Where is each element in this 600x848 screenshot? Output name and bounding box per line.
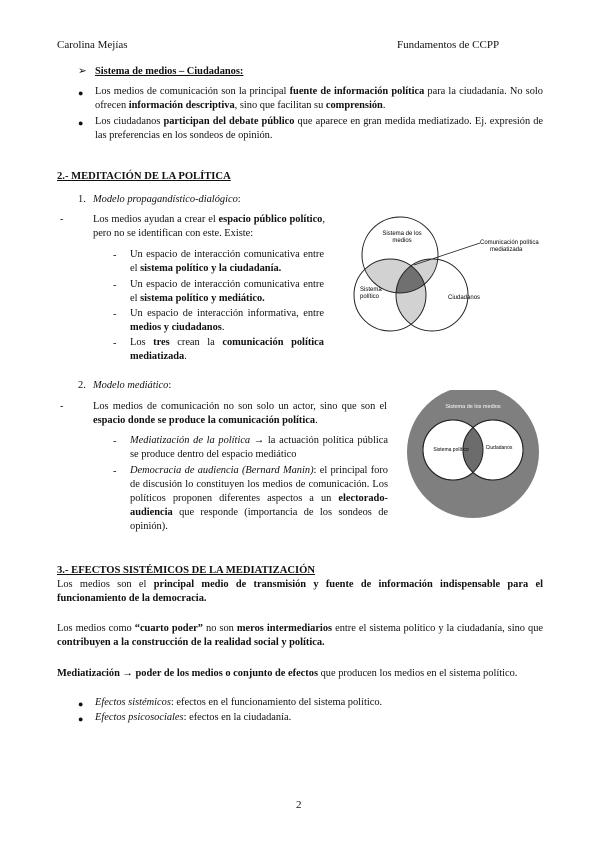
venn1-label-polsys: Sistema político bbox=[360, 287, 382, 300]
dash-bullet: - bbox=[60, 214, 64, 225]
dash-bullet: - bbox=[113, 309, 117, 320]
s1-bullet-2: Los ciudadanos participan del debate público que aparece en gran medida mediatizado. Ej. expresión de las preferencias en los sondeos de opinión. bbox=[95, 116, 544, 141]
model1-item: Un espacio de interacción comunicativa entre el sistema político y la ciudadanía. bbox=[130, 249, 324, 274]
effect-item: Efectos sistémicos: efectos en el funcionamiento del sistema político. bbox=[95, 697, 383, 708]
venn-diagram-model2 bbox=[403, 390, 543, 522]
model1-item: Los tres crean la comunicación política mediatizada. bbox=[130, 337, 324, 362]
s3-heading: 3.- EFECTOS SISTÉMICOS DE LA MEDIATIZACIÓN bbox=[57, 565, 316, 576]
dash-bullet: - bbox=[113, 466, 117, 477]
model1-item: Un espacio de interacción comunicativa entre el sistema político y mediático. bbox=[130, 279, 324, 304]
model2-item: Mediatización de la política → la actuación política pública se produce dentro del espacio mediático bbox=[130, 435, 389, 460]
model1-item: Un espacio de interacción informativa, entre medios y ciudadanos. bbox=[130, 308, 324, 333]
venn-diagram-model1 bbox=[340, 213, 548, 335]
model1-intro: Los medios ayudan a crear el espacio público político, pero no se identifican con este. Existe: bbox=[93, 214, 325, 239]
bullet-icon: ● bbox=[78, 699, 84, 709]
dash-bullet: - bbox=[113, 280, 117, 291]
bullet-icon: ● bbox=[78, 714, 84, 724]
s1-bullet-1: Los medios de comunicación son la principal fuente de información política para la ciudadanía. No solo ofrecen información descriptiva, sino que facilitan su comprensión. bbox=[95, 86, 543, 111]
model2-intro: Los medios de comunicación no son solo un actor, sino que son el espacio donde se produce la comunicación política. bbox=[93, 401, 387, 426]
arrow-bullet-icon: ➢ bbox=[78, 66, 87, 77]
venn1-label-citizens: Ciudadanos bbox=[448, 295, 481, 301]
s1-heading: Sistema de medios – Ciudadanos: bbox=[95, 66, 244, 77]
venn2-label-polsys: Sistema político bbox=[433, 447, 469, 453]
bullet-icon: ● bbox=[78, 118, 84, 128]
effect-item: Efectos psicosociales: efectos en la ciudadanía. bbox=[95, 712, 292, 723]
model1-title: Modelo propagandístico-dialógico: bbox=[93, 194, 241, 205]
venn2-label-citizens: Ciudadanos bbox=[485, 445, 513, 451]
venn1-label-comm: Comunicación política mediatizada bbox=[480, 240, 539, 253]
s3-paragraph-2: Los medios como “cuarto poder” no son meros intermediarios entre el sistema político y la ciudadanía, sino que contribuyen a la construcción de la realidad social y política. bbox=[57, 623, 544, 648]
dash-bullet: - bbox=[113, 436, 117, 447]
dash-bullet: - bbox=[113, 250, 117, 261]
header-author: Carolina Mejías bbox=[57, 39, 128, 51]
dash-bullet: - bbox=[113, 338, 117, 349]
header-subject: Fundamentos de CCPP bbox=[397, 39, 500, 51]
s3-paragraph-3: Mediatización → poder de los medios o conjunto de efectos que producen los medios en el sistema político. bbox=[57, 668, 518, 679]
s2-heading: 2.- MEDITACIÓN DE LA POLÍTICA bbox=[57, 171, 231, 182]
dash-bullet: - bbox=[60, 401, 64, 412]
model2-number: 2. bbox=[78, 380, 86, 391]
page-number: 2 bbox=[296, 799, 302, 811]
model2-title: Modelo mediático: bbox=[93, 380, 172, 391]
model2-item: Democracia de audiencia (Bernard Manin): el principal foro de discusión lo constituyen los medios de comunicación. Los políticos proponen diferentes aspectos a un electorado-audiencia que responde (importancia de los sondeos de opinión). bbox=[130, 465, 389, 532]
venn2-label-media: Sistema de los medios bbox=[445, 404, 501, 410]
s3-paragraph-1: Los medios son el principal medio de transmisión y fuente de información indispensable para el funcionamiento de la democracia. bbox=[57, 579, 543, 604]
bullet-icon: ● bbox=[78, 88, 84, 98]
venn1-label-media: Sistema de los medios bbox=[382, 231, 422, 244]
model1-number: 1. bbox=[78, 194, 86, 205]
